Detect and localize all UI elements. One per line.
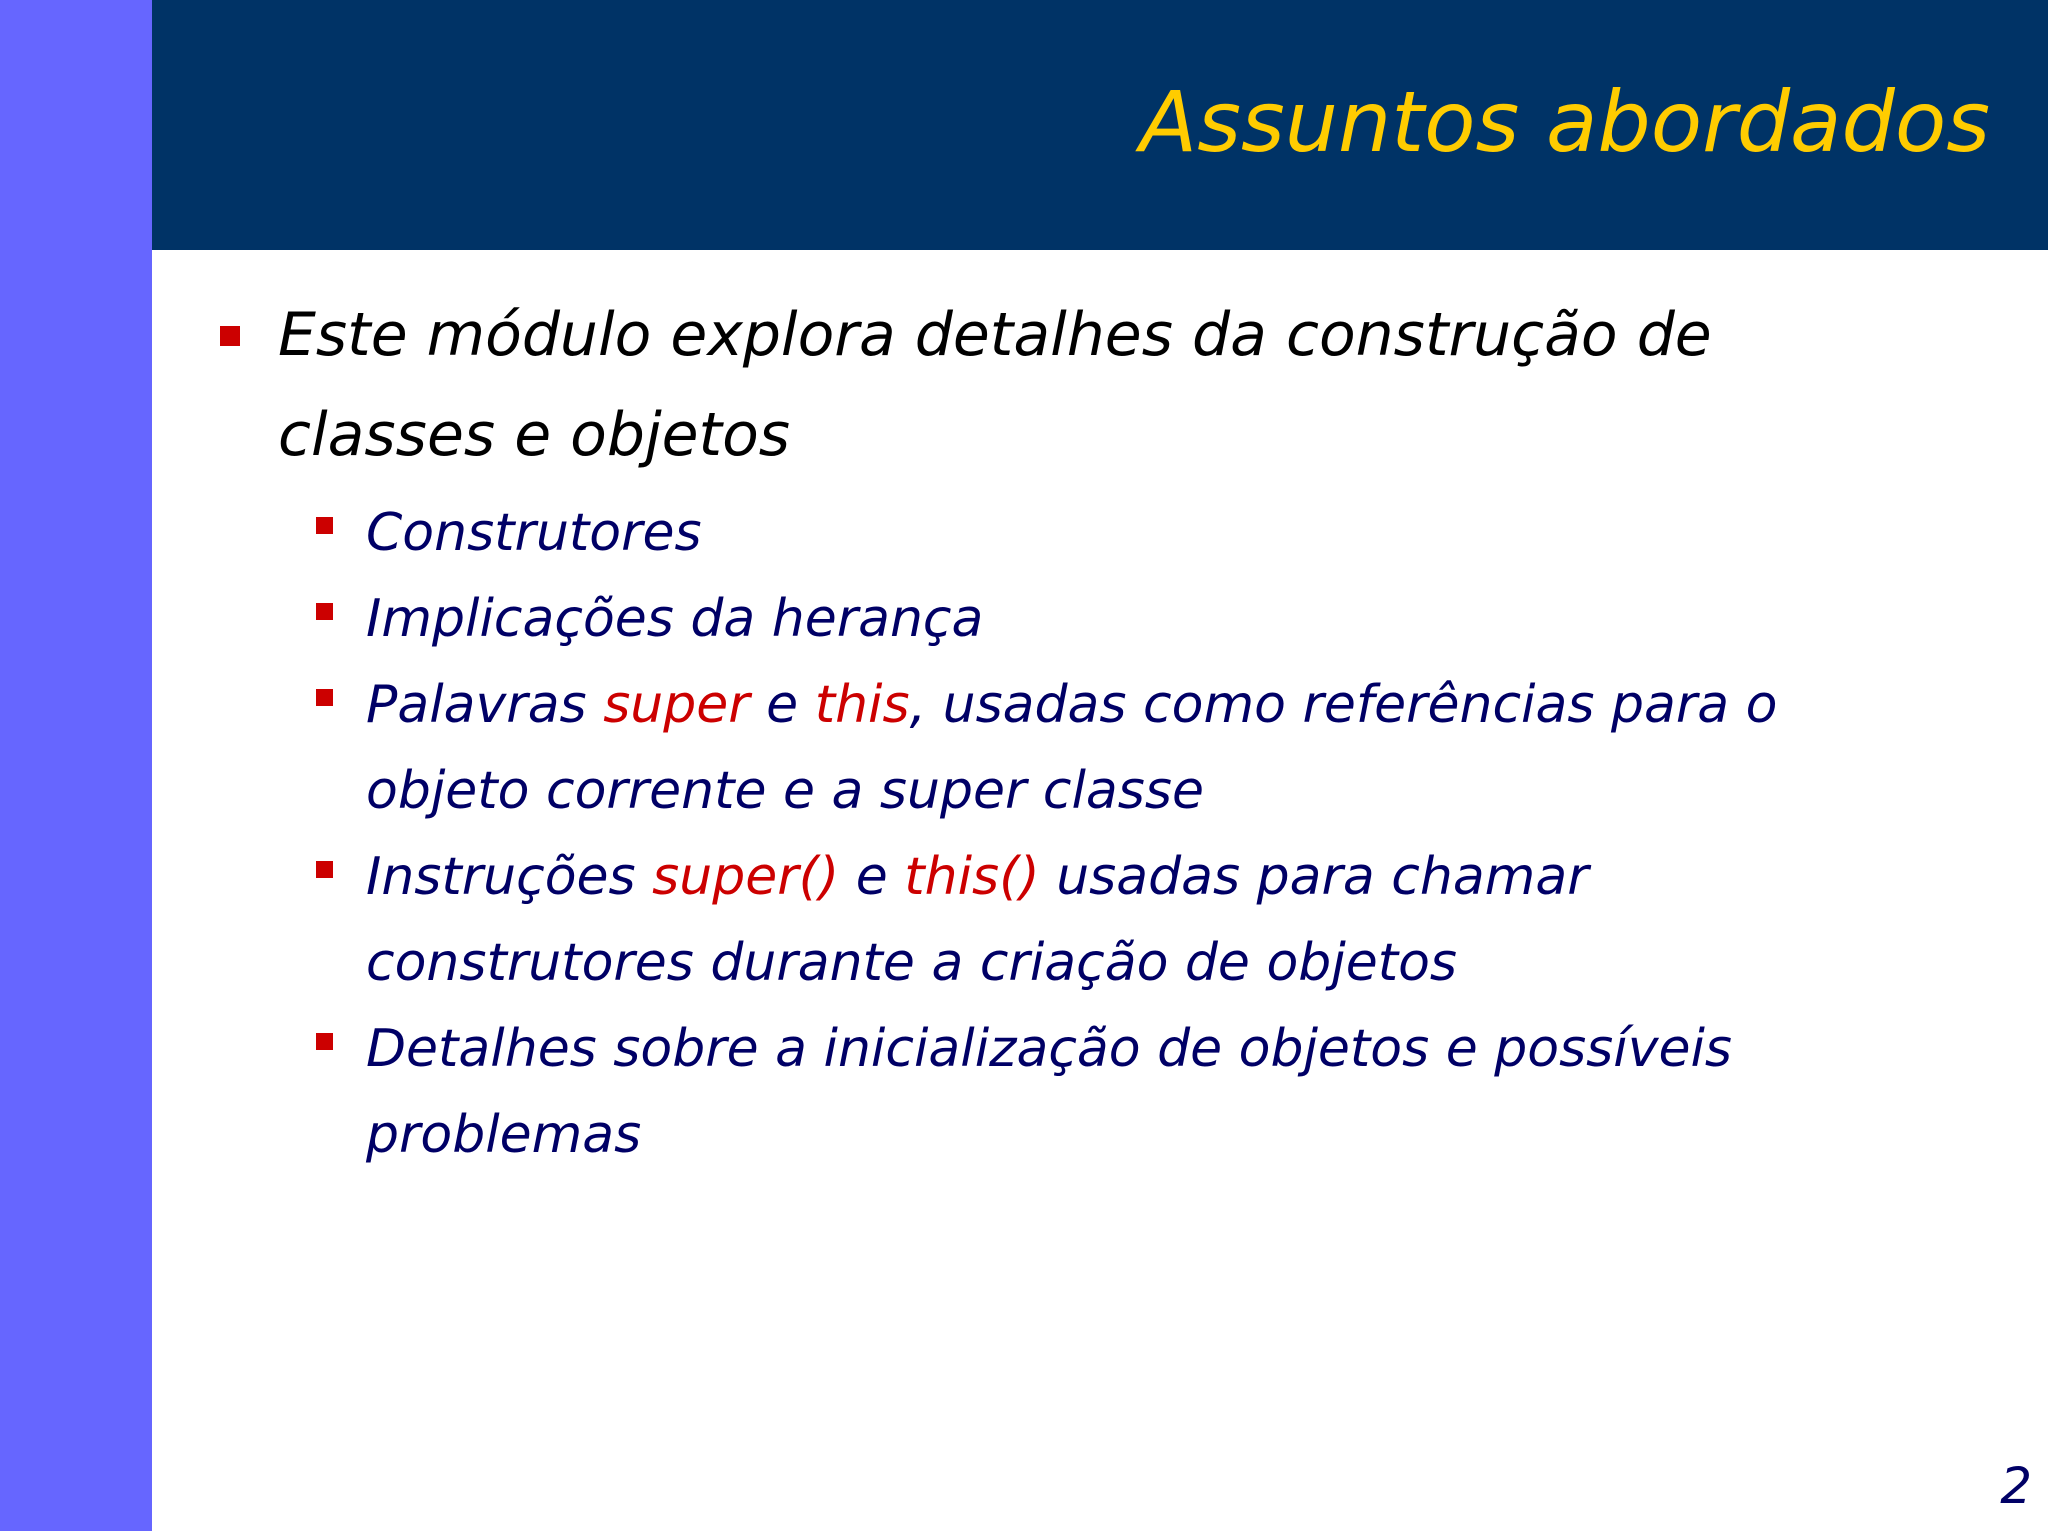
keywords-rest: , usadas como referências para o	[909, 675, 1778, 735]
instruction-super-call: super()	[652, 847, 840, 907]
sub-bullet-icon	[316, 689, 333, 706]
instructions-prefix: Instruções	[366, 847, 636, 907]
sub-bullet-instructions-line1	[366, 834, 1589, 920]
page-number: 2	[2000, 1457, 2032, 1515]
sub-bullet-icon	[316, 517, 333, 534]
sub-bullet-keywords-line2: objeto corrente e a super classe	[366, 761, 1204, 821]
instruction-this-call: this()	[904, 847, 1040, 907]
slide-body	[152, 250, 2048, 1531]
main-bullet-line2: classes e objetos	[278, 400, 791, 470]
sub-bullet-initialization-line1: Detalhes sobre a inicialização de objetos e possíveis	[366, 1019, 1733, 1079]
sub-bullet-icon	[316, 603, 333, 620]
slide-header	[152, 0, 2048, 250]
main-bullet-icon	[220, 326, 240, 346]
keywords-prefix: Palavras	[366, 675, 587, 735]
keywords-and: e	[766, 675, 799, 735]
instructions-and: e	[855, 847, 888, 907]
keyword-super: super	[603, 675, 750, 735]
sub-bullet-instructions-line2: construtores durante a criação de objetos	[366, 933, 1458, 993]
slide-title: Assuntos abordados	[1139, 73, 1990, 171]
sub-bullet-constructors: Construtores	[366, 503, 702, 563]
sub-bullet-initialization-line2: problemas	[366, 1105, 642, 1165]
sub-bullet-icon	[316, 861, 333, 878]
main-bullet-line1: Este módulo explora detalhes da construção de	[278, 300, 1712, 370]
sub-bullet-keywords-line1	[366, 662, 1777, 748]
sub-bullet-icon	[316, 1033, 333, 1050]
sub-bullet-inheritance: Implicações da herança	[366, 589, 984, 649]
instructions-rest: usadas para chamar	[1056, 847, 1589, 907]
left-accent-bar	[0, 0, 152, 1531]
keyword-this: this	[814, 675, 910, 735]
